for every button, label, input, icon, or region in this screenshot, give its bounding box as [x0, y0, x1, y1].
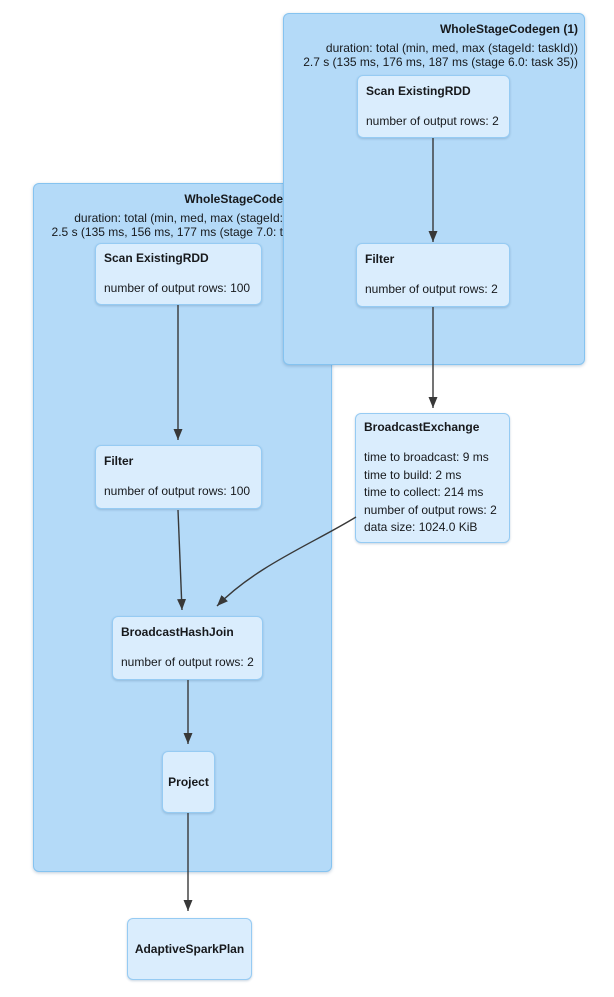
plan-node-filter-2[interactable] [95, 445, 262, 509]
node-title: Project [168, 775, 209, 789]
node-metric: time to collect: 214 ms [364, 485, 484, 500]
node-title: BroadcastExchange [364, 420, 480, 435]
node-metrics [104, 483, 253, 501]
cluster-duration-label: duration: total (min, med, max (stageId: taskId)) [325, 41, 578, 55]
node-title: Filter [104, 454, 134, 469]
node-metrics [365, 281, 501, 299]
node-metric: number of output rows: 100 [104, 281, 251, 296]
node-title: Scan ExistingRDD [366, 83, 471, 98]
node-metrics [104, 280, 253, 298]
plan-node-broadcast-hash-join[interactable] [112, 616, 263, 680]
cluster-duration-value: 2.7 s (135 ms, 176 ms, 187 ms (stage 6.0: task 35)) [303, 55, 578, 69]
node-metric: number of output rows: 100 [104, 484, 251, 499]
node-title: AdaptiveSparkPlan [134, 942, 245, 956]
node-metric: number of output rows: 2 [365, 282, 498, 297]
plan-node-filter-1[interactable] [356, 243, 510, 307]
node-metric: time to broadcast: 9 ms [364, 450, 489, 465]
plan-node-adaptive-spark-plan[interactable] [127, 918, 252, 980]
node-metrics [366, 113, 501, 131]
node-title: BroadcastHashJoin [121, 625, 234, 640]
plan-node-scan-existingrdd-1[interactable] [357, 75, 510, 138]
plan-node-broadcast-exchange[interactable] [355, 413, 510, 543]
cluster-title: WholeStageCode [184, 192, 283, 206]
plan-node-scan-existingrdd-2[interactable] [95, 243, 262, 305]
cluster-wholestagecodegen-1 [283, 13, 585, 365]
cluster-header [34, 184, 283, 239]
node-metric: time to build: 2 ms [364, 467, 462, 482]
node-metric: number of output rows: 2 [366, 113, 499, 128]
plan-node-project[interactable] [162, 751, 215, 813]
node-title: Scan ExistingRDD [104, 251, 209, 266]
cluster-header [284, 14, 584, 69]
node-metrics [121, 654, 254, 672]
node-metric: data size: 1024.0 KiB [364, 520, 478, 535]
node-metric: number of output rows: 2 [121, 655, 254, 670]
cluster-duration-label: duration: total (min, med, max (stageId: [74, 211, 283, 225]
node-metric: number of output rows: 2 [364, 502, 497, 517]
cluster-title: WholeStageCodegen (1) [439, 22, 578, 36]
node-metrics [364, 449, 501, 537]
node-title: Filter [365, 252, 395, 267]
cluster-duration-value: 2.5 s (135 ms, 156 ms, 177 ms (stage 7.0: t [51, 225, 283, 239]
